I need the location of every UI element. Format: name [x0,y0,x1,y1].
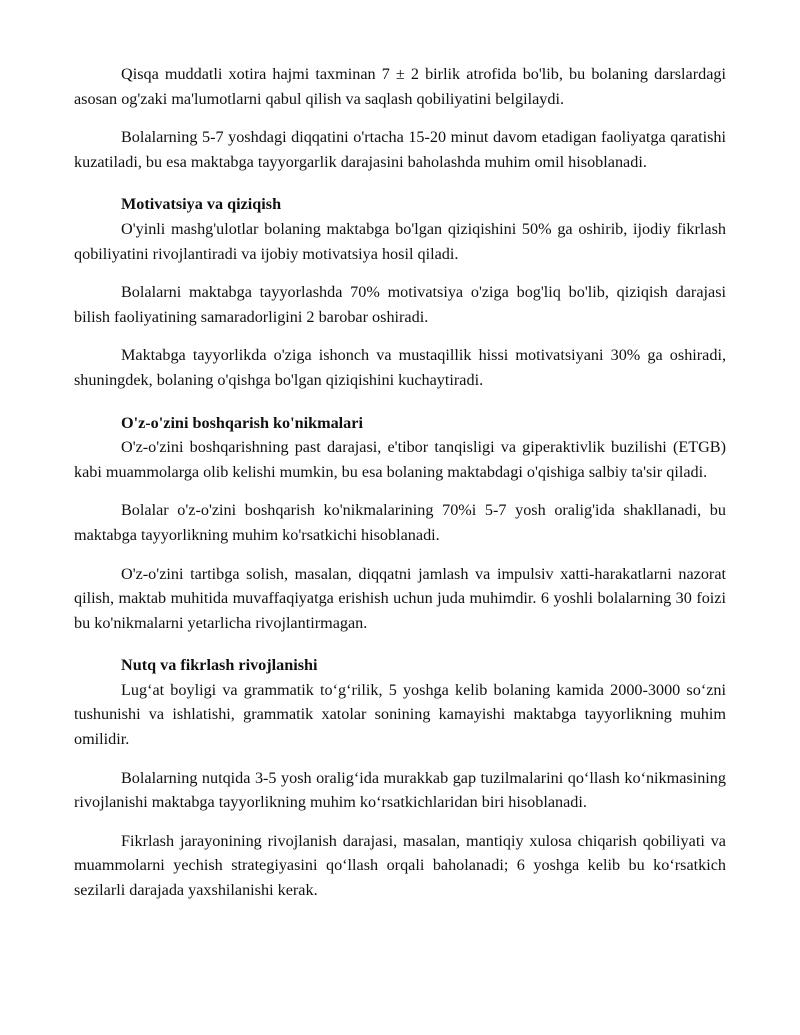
paragraph-self-control-1: O'z-o'zini boshqarishning past darajasi, e'tibor tanqisligi va giperaktivlik buzilishi (ETGB) kabi muammolarga olib kelishi mumkin, bu esa bolaning maktabdagi o'qishiga salbiy ta'sir qiladi. [74,438,726,481]
paragraph-motivation-2: Bolalarni maktabga tayyorlashda 70% motivatsiya o'ziga bog'liq bo'lib, qiziqish darajasi bilish faoliyatining samaradorligini 2 barobar oshiradi. [74,283,726,326]
paragraph-memory: Qisqa muddatli xotira hajmi taxminan 7 ± 2 birlik atrofida bo'lib, bu bolaning darslardagi asosan og'zaki ma'lumotlarni qabul qilish va saqlash qobiliyatini belgilaydi. [74,65,726,108]
section-motivation [74,192,726,392]
paragraph-speech-3: Fikrlash jarayonining rivojlanish darajasi, masalan, mantiqiy xulosa chiqarish qobiliyati va muammolarni yechish strategiyasini qo‘llash orqali baholanadi; 6 yoshga kelib bu ko‘rsatkich sezilarli darajada yaxshilanishi kerak. [74,831,726,900]
paragraph-speech-2: Bolalarning nutqida 3-5 yosh oralig‘ida murakkab gap tuzilmalarini qo‘llash ko‘nikmasining rivojlanishi maktabga tayyorlikning muhim ko‘rsatkichlaridan biri hisoblanadi. [74,768,726,812]
section-speech [74,653,726,902]
paragraph-motivation-1: O'yinli mashg'ulotlar bolaning maktabga bo'lgan qiziqishini 50% ga oshirib, ijodiy fikrlash qobiliyatini rivojlantiradi va ijobiy motivatsiya hosil qiladi. [74,219,726,263]
paragraph-attention: Bolalarning 5-7 yoshdagi diqqatini o'rtacha 15-20 minut davom etadigan faoliyatga qaratishi kuzatiladi, bu esa maktabga tayyorgarlik darajasini baholashda muhim omil hisoblanadi. [74,128,726,171]
paragraph-self-control-2: Bolalar o'z-o'zini boshqarish ko'nikmalarining 70%i 5-7 yosh oralig'ida shakllanadi, bu maktabga tayyorlikning muhim ko'rsatkichi hisoblanadi. [74,501,726,544]
heading-speech: Nutq va fikrlash rivojlanishi [121,656,318,675]
document-page [74,62,726,917]
paragraph-motivation-3: Maktabga tayyorlikda o'ziga ishonch va mustaqillik hissi motivatsiyani 30% ga oshiradi, shuningdek, bolaning o'qishga bo'lgan qiziqishini kuchaytiradi. [74,346,726,389]
paragraph-speech-1: Lug‘at boyligi va grammatik to‘g‘rilik, 5 yoshga kelib bolaning kamida 2000-3000 so‘zni tushunishi va ishlatishi, grammatik xatolar sonining kamayishi maktabga tayyorlikning muhim omilidir. [74,680,726,749]
heading-self-control: O'z-o'zini boshqarish ko'nikmalari [121,413,363,432]
paragraph-self-control-3: O'z-o'zini tartibga solish, masalan, diqqatni jamlash va impulsiv xatti-harakatlarni nazorat qilish, maktab muhitida muvaffaqiyatga erishish uchun juda muhimdir. 6 yoshli bolalarning 30 foizi bu ko'nikmalarni yetarlicha rivojlantirmagan. [74,564,726,632]
section-self-control [74,411,726,636]
heading-motivation: Motivatsiya va qiziqish [121,195,282,214]
